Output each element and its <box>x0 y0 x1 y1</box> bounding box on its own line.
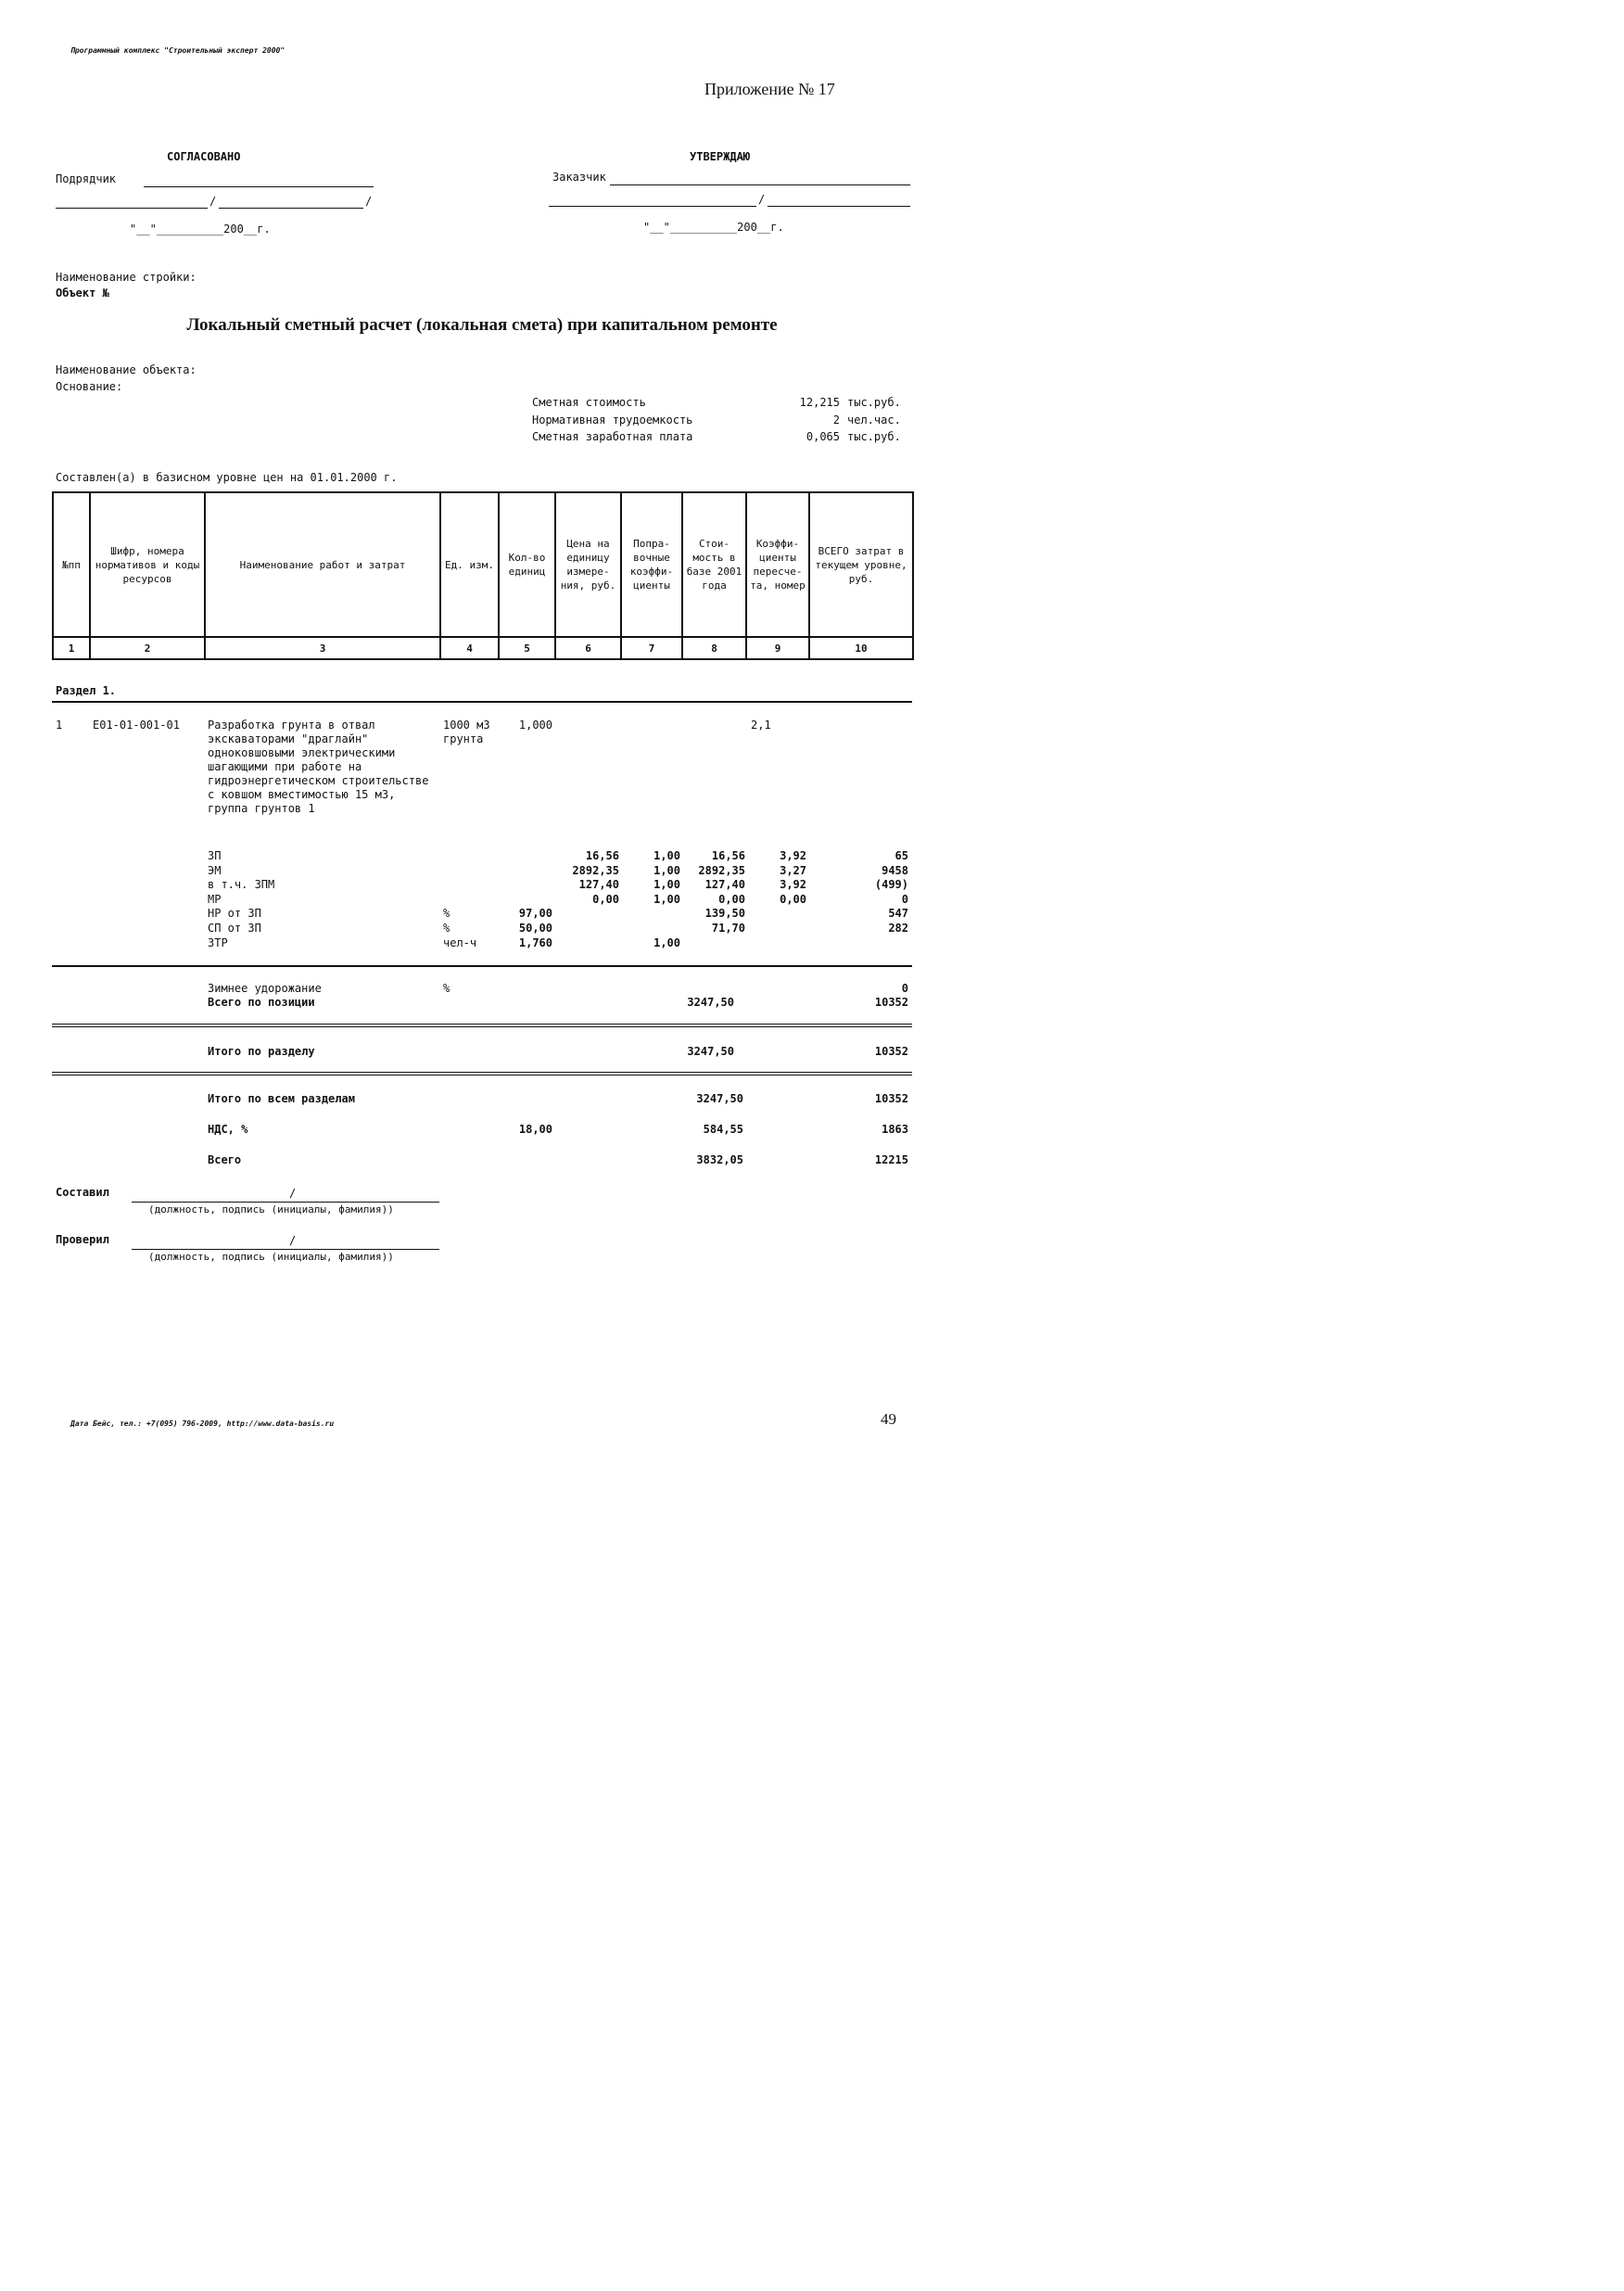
cost-row-qty: 1,760 <box>518 935 552 949</box>
double-divider <box>52 1024 912 1027</box>
grand-total-label: Всего <box>208 1153 242 1166</box>
section-total-sum: 10352 <box>874 1045 908 1058</box>
contractor-label: Подрядчик <box>56 172 117 185</box>
cost-row-unit: % <box>443 922 450 935</box>
contractor-line <box>144 186 374 187</box>
all-total-label: Итого по всем разделам <box>208 1092 355 1105</box>
column-number: 7 <box>621 637 682 659</box>
cost-row-name: ЭМ <box>208 863 222 877</box>
summary-label: Сметная стоимость <box>532 396 646 409</box>
slash: / <box>758 193 766 206</box>
slash: / <box>289 1187 297 1200</box>
cost-row-qty: 97,00 <box>518 907 552 921</box>
winter-label: Зимнее удорожание <box>208 982 322 995</box>
summary-value: 0,065 <box>806 430 840 443</box>
cost-row-conv: 3,27 <box>780 863 806 877</box>
item-unit: 1000 м3 грунта <box>443 719 490 745</box>
item-name: Разработка грунта в отвал экскаваторами "драглайн" одноковшовыми электрическими шагающими при работе на гидроэнергетическом строительстве с ковшом вместимостью 15 м3, группа грунтов 1 <box>208 719 429 815</box>
column-number: 10 <box>809 637 913 659</box>
vat-sum: 1863 <box>882 1123 908 1136</box>
header-cell: Попра-вочные коэффи-циенты <box>621 492 682 637</box>
column-number: 4 <box>440 637 499 659</box>
customer-name-line <box>768 206 910 207</box>
column-number: 6 <box>555 637 621 659</box>
double-divider <box>52 1072 912 1075</box>
cost-row-corr: 1,00 <box>653 935 680 949</box>
cost-row-base: 2892,35 <box>698 863 745 877</box>
item-code: Е01-01-001-01 <box>93 719 180 732</box>
summary-label: Нормативная трудоемкость <box>532 414 693 426</box>
cost-row-conv: 3,92 <box>780 878 806 892</box>
summary-unit: тыс.руб. <box>847 430 901 443</box>
customer-date: "__"__________200__г. <box>643 221 784 234</box>
customer-sign-line <box>549 206 756 207</box>
summary-unit: тыс.руб. <box>847 396 901 409</box>
item-number: 1 <box>56 719 63 732</box>
header-cell: Стои-мость в базе 2001 года <box>682 492 746 637</box>
basis-label: Основание: <box>56 380 123 393</box>
section-divider <box>52 701 912 703</box>
column-number: 9 <box>746 637 809 659</box>
cost-row-base: 71,70 <box>711 922 745 935</box>
compiled-by-label: Составил <box>56 1186 109 1199</box>
cost-row-name: НР от ЗП <box>208 907 261 921</box>
cost-row-conv: 0,00 <box>780 892 806 906</box>
cost-row-unit: % <box>443 907 450 921</box>
document-title: Локальный сметный расчет (локальная смета) при капитальном ремонте <box>186 315 778 335</box>
cost-row-total: 9458 <box>882 863 908 877</box>
section-total-base: 3247,50 <box>687 1045 734 1058</box>
summary-value: 2 <box>832 414 840 426</box>
slash: / <box>209 195 217 208</box>
cost-row-price: 0,00 <box>592 892 619 906</box>
signature-line <box>132 1202 439 1203</box>
footer-contacts: Дата Бейс, тел.: +7(095) 796-2009, http://www.data-basis.ru <box>70 1419 335 1428</box>
cost-row-price: 16,56 <box>585 849 619 862</box>
compiled-note: Составлен(а) в базисном уровне цен на 01.01.2000 г. <box>56 471 398 484</box>
section-total-label: Итого по разделу <box>208 1045 315 1058</box>
cost-row-total: 0 <box>901 892 908 906</box>
grand-total-sum: 12215 <box>874 1153 908 1166</box>
summary-unit: чел.час. <box>847 414 901 426</box>
agreed-title: СОГЛАСОВАНО <box>167 150 241 163</box>
cost-row-total: 65 <box>894 849 908 862</box>
cost-row-base: 0,00 <box>718 892 745 906</box>
cost-row-total: 547 <box>888 907 908 921</box>
header-cell: Ед. изм. <box>440 492 499 637</box>
cost-row-conv: 3,92 <box>780 849 806 862</box>
object-name-label: Наименование объекта: <box>56 363 197 376</box>
header-cell: Коэффи-циенты пересче-та, номер <box>746 492 809 637</box>
column-number: 3 <box>205 637 440 659</box>
position-total-label: Всего по позиции <box>208 996 315 1009</box>
cost-row-name: в т.ч. ЗПМ <box>208 878 275 892</box>
slash: / <box>365 195 373 208</box>
customer-label: Заказчик <box>552 171 606 184</box>
column-number: 8 <box>682 637 746 659</box>
item-qty: 1,000 <box>518 719 552 732</box>
cost-row-base: 127,40 <box>704 878 745 892</box>
contractor-name-line <box>219 208 363 209</box>
cost-row-corr: 1,00 <box>653 849 680 862</box>
all-total-sum: 10352 <box>874 1092 908 1105</box>
cost-row-price: 127,40 <box>578 878 619 892</box>
column-number: 2 <box>90 637 205 659</box>
row-divider <box>52 965 912 967</box>
signature-line <box>132 1249 439 1250</box>
cost-row-qty: 50,00 <box>518 922 552 935</box>
header-cell: Шифр, номера нормативов и коды ресурсов <box>90 492 205 637</box>
cost-row-base: 16,56 <box>711 849 745 862</box>
cost-row-name: МР <box>208 892 222 906</box>
position-total-base: 3247,50 <box>687 996 734 1009</box>
signature-caption: (должность, подпись (инициалы, фамилия)) <box>148 1203 394 1216</box>
header-cell: Цена на единицу измере-ния, руб. <box>555 492 621 637</box>
estimate-header-table <box>52 491 914 660</box>
signature-caption: (должность, подпись (инициалы, фамилия)) <box>148 1251 394 1263</box>
summary-label: Сметная заработная плата <box>532 430 693 443</box>
winter-unit: % <box>443 982 450 995</box>
header-cell: Кол-во единиц <box>499 492 555 637</box>
header-cell: №пп <box>53 492 90 637</box>
vat-label: НДС, % <box>208 1123 248 1136</box>
cost-row-name: ЗТР <box>208 935 228 949</box>
cost-row-corr: 1,00 <box>653 892 680 906</box>
vat-base: 584,55 <box>703 1123 743 1136</box>
winter-total: 0 <box>901 982 908 995</box>
construction-name-label: Наименование стройки: <box>56 271 197 284</box>
item-coef: 2,1 <box>751 719 771 732</box>
header-cell: ВСЕГО затрат в текущем уровне, руб. <box>809 492 913 637</box>
checked-by-label: Проверил <box>56 1233 109 1246</box>
cost-row-base: 139,50 <box>704 907 745 921</box>
approve-title: УТВЕРЖДАЮ <box>690 150 751 163</box>
object-label: Объект № <box>56 286 109 299</box>
column-number: 5 <box>499 637 555 659</box>
cost-row-corr: 1,00 <box>653 878 680 892</box>
cost-row-unit: чел-ч <box>443 935 477 949</box>
position-total-sum: 10352 <box>874 996 908 1009</box>
slash: / <box>289 1234 297 1247</box>
summary-value: 12,215 <box>799 396 840 409</box>
appendix-label: Приложение № 17 <box>704 80 835 98</box>
software-line: Программный комплекс "Строительный эксперт 2000" <box>70 46 285 55</box>
section-label: Раздел 1. <box>56 684 117 697</box>
contractor-sign-line <box>56 208 208 209</box>
all-total-base: 3247,50 <box>696 1092 743 1105</box>
cost-row-corr: 1,00 <box>653 863 680 877</box>
contractor-date: "__"__________200__г. <box>130 223 271 235</box>
vat-rate: 18,00 <box>518 1123 552 1136</box>
cost-row-name: ЗП <box>208 849 222 862</box>
cost-row-name: СП от ЗП <box>208 922 261 935</box>
cost-row-price: 2892,35 <box>572 863 619 877</box>
grand-total-base: 3832,05 <box>696 1153 743 1166</box>
column-number: 1 <box>53 637 90 659</box>
header-cell: Наименование работ и затрат <box>205 492 440 637</box>
page-number: 49 <box>881 1410 896 1428</box>
cost-row-total: (499) <box>874 878 908 892</box>
cost-row-total: 282 <box>888 922 908 935</box>
